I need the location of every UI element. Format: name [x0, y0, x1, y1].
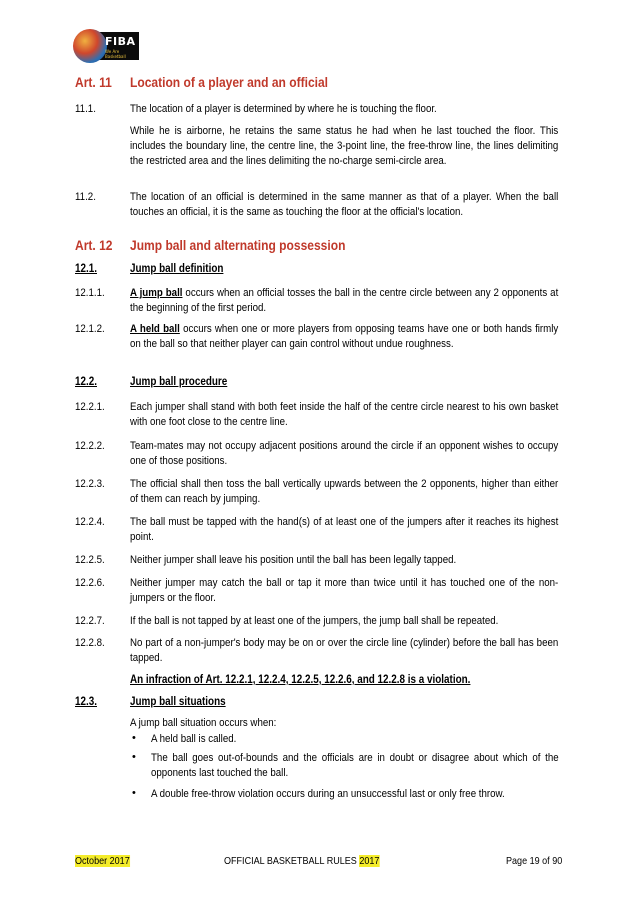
para-12-2-7-number: 12.2.7. — [75, 615, 105, 627]
para-12-1-1: A jump ball occurs when an official tosses the ball in the centre circle between any 2 opponents at the beginning of the first period. — [130, 287, 559, 314]
situation-out-of-bounds: The ball goes out-of-bounds and the officials are in doubt or disagree about which of the opponents last touched the ball. — [151, 752, 559, 779]
para-12-2-2: Team-mates may not occupy adjacent positions around the circle if an opponent wishes to occupy one of those positions. — [130, 440, 559, 467]
fiba-logo — [73, 28, 139, 66]
art11-title: Location of a player and an official — [130, 74, 329, 90]
para-12-2-1: Each jumper shall stand with both feet inside the half of the centre circle nearest to his own basket with one foot close to the centre line. — [130, 401, 559, 428]
para-11-1-number: 11.1. — [75, 103, 96, 115]
para-12-1-2: A held ball occurs when one or more players from opposing teams have one or both hands firmly on the ball so that neither player can gain control without undue roughness. — [130, 323, 559, 350]
section-12-2-number: 12.2. — [75, 376, 97, 388]
basketball-globe-icon — [73, 29, 107, 63]
art11-number: Art. 11 — [75, 74, 112, 90]
section-12-1-number: 12.1. — [75, 263, 97, 275]
section-12-2-title: Jump ball procedure — [130, 376, 228, 388]
para-12-2-6: Neither jumper may catch the ball or tap it more than twice until it has touched one of the non-jumpers or the floor. — [130, 577, 559, 604]
bullet-icon: • — [132, 732, 136, 744]
section-12-1-title: Jump ball definition — [130, 263, 224, 275]
section-12-3-number: 12.3. — [75, 696, 97, 708]
para-12-2-1-number: 12.2.1. — [75, 401, 105, 413]
para-12-2-8: No part of a non-jumper's body may be on or over the circle line (cylinder) before the ball has been tapped. — [130, 637, 559, 664]
infraction-note: An infraction of Art. 12.2.1, 12.2.4, 12.2.5, 12.2.6, and 12.2.8 is a violation. — [130, 674, 471, 686]
para-12-2-2-number: 12.2.2. — [75, 440, 105, 452]
para-11-1-continuation: While he is airborne, he retains the same status he had when he last touched the floor. This includes the boundary line, the centre line, the 3-point line, the free-throw line, the lines delimiting the restricted area and the lines delimiting the no-charge semi-circle area. — [130, 125, 559, 167]
section-12-3-title: Jump ball situations — [130, 696, 226, 708]
bullet-icon: • — [132, 787, 136, 799]
para-12-2-7: If the ball is not tapped by at least one of the jumpers, the jump ball shall be repeated. — [130, 615, 499, 627]
para-11-2-number: 11.2. — [75, 191, 96, 203]
held-ball-term: A held ball — [130, 323, 180, 335]
para-12-2-5-number: 12.2.5. — [75, 554, 105, 566]
para-12-1-1-number: 12.1.1. — [75, 287, 105, 299]
para-12-2-8-number: 12.2.8. — [75, 637, 105, 649]
situation-held-ball: A held ball is called. — [151, 733, 237, 745]
bullet-icon: • — [132, 751, 136, 763]
para-11-1-text: The location of a player is determined by where he is touching the floor. — [130, 103, 437, 115]
art12-number: Art. 12 — [75, 237, 113, 253]
footer-title: OFFICIAL BASKETBALL RULES 2017 — [224, 855, 380, 867]
situations-intro: A jump ball situation occurs when: — [130, 717, 277, 729]
para-12-2-5: Neither jumper shall leave his position until the ball has been legally tapped. — [130, 554, 457, 566]
para-12-2-4: The ball must be tapped with the hand(s) of at least one of the jumpers after it reaches its highest point. — [130, 516, 559, 543]
para-11-2-text: The location of an official is determined in the same manner as that of a player. When the ball touches an official, it is the same as touching the floor at the official's location. — [130, 191, 559, 218]
logo-text: FIBA — [105, 35, 136, 48]
footer-date: October 2017 — [75, 855, 130, 867]
art12-title: Jump ball and alternating possession — [130, 237, 346, 253]
logo-tagline: We Are Basketball — [105, 49, 126, 59]
para-12-1-2-number: 12.1.2. — [75, 323, 105, 335]
para-12-2-6-number: 12.2.6. — [75, 577, 105, 589]
footer-page-number: Page 19 of 90 — [506, 855, 563, 867]
situation-double-violation: A double free-throw violation occurs during an unsuccessful last or only free throw. — [151, 788, 505, 800]
para-12-2-3: The official shall then toss the ball vertically upwards between the 2 opponents, higher than either of them can reach by jumping. — [130, 478, 559, 505]
jump-ball-term: A jump ball — [130, 287, 183, 299]
para-12-2-3-number: 12.2.3. — [75, 478, 105, 490]
para-12-2-4-number: 12.2.4. — [75, 516, 105, 528]
